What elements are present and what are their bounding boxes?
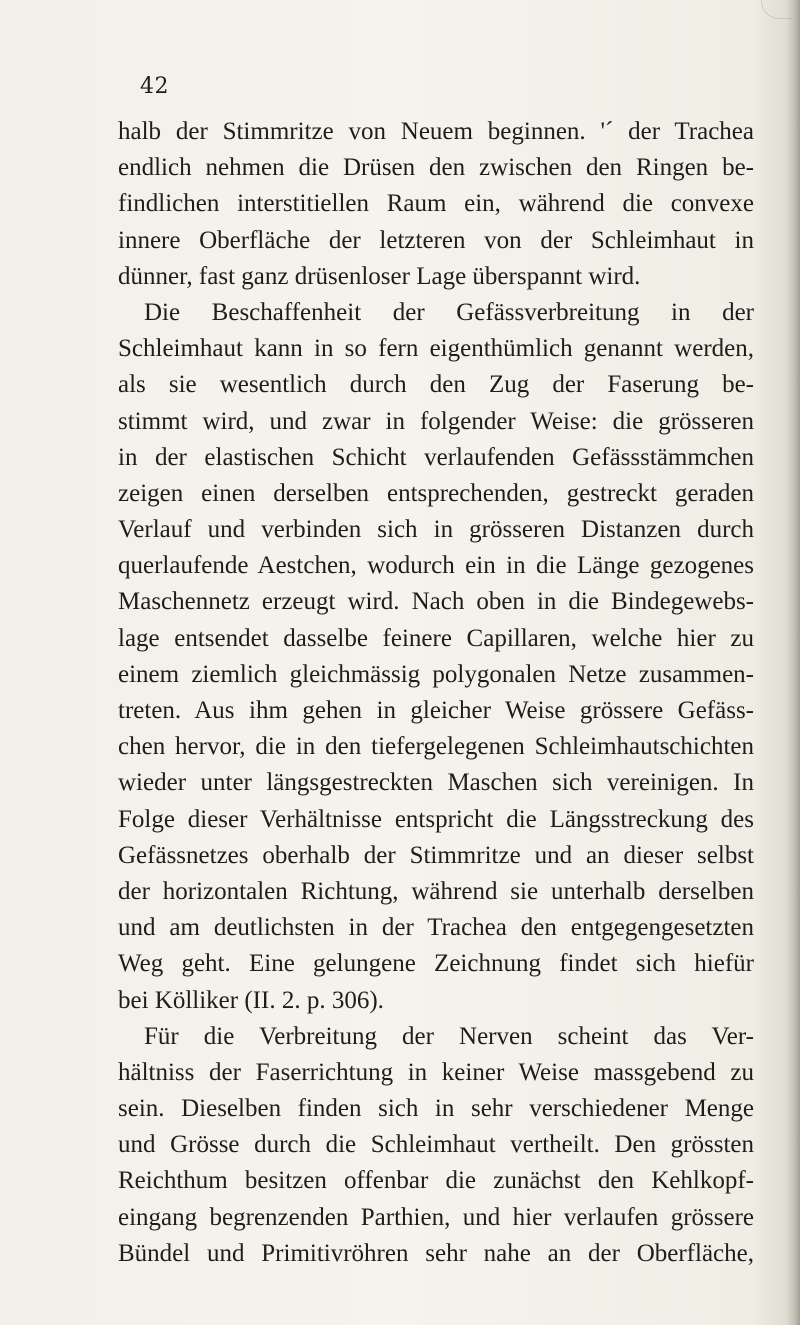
text-line: Schleimhaut kann in so fern eigenthümlich genannt werden, [118,335,754,363]
text-line: halb der Stimmritze von Neuem beginnen. '´ der Trachea [118,118,754,145]
text-line: als sie wesentlich durch den Zug der Faserung be- [118,371,754,399]
text-line: und Grösse durch die Schleimhaut vertheilt. Den grössten [118,1131,754,1159]
text-line: Verlauf und verbinden sich in grösseren Distanzen durch [118,516,754,544]
text-line: einem ziemlich gleichmässig polygonalen Netze zusammen- [118,660,754,688]
text-line: und am deutlichsten in der Trachea den entgegengesetzten [118,914,754,942]
text-line: Folge dieser Verhältnisse entspricht die Längsstreckung des [118,805,754,833]
text-line: dünner, fast ganz drüsenloser Lage überspannt wird. [118,262,641,290]
text-line: Bündel und Primitivröhren sehr nahe an der Oberfläche, [118,1239,754,1267]
text-line: Reichthum besitzen offenbar die zunächst den Kehlkopf- [118,1167,754,1195]
text-line: Die Beschaffenheit der Gefässverbreitung in der [144,298,754,326]
text-line: stimmt wird, und zwar in folgender Weise: die grösseren [118,407,754,435]
text-line: Für die Verbreitung der Nerven scheint das Ver- [144,1022,754,1050]
text-line: endlich nehmen die Drüsen den zwischen den Ringen be- [118,154,754,182]
text-line: hältniss der Faserrichtung in keiner Weise massgebend zu [118,1058,754,1086]
text-line: chen hervor, die in den tiefergelegenen Schleimhautschichten [118,733,754,761]
text-line: bei Kölliker (II. 2. p. 306). [118,986,384,1014]
text-line: findlichen interstitiellen Raum ein, während die convexe [118,190,754,218]
text-line: innere Oberfläche der letzteren von der Schleimhaut in [118,226,754,254]
text-line: eingang begrenzenden Parthien, und hier verlaufen grössere [118,1203,754,1231]
text-line: treten. Aus ihm gehen in gleicher Weise grössere Gefäss- [118,697,754,724]
text-line: sein. Dieselben finden sich in sehr verschiedener Menge [118,1095,754,1123]
text-line: wieder unter längsgestreckten Maschen sich vereinigen. In [118,769,754,797]
text-line: Maschennetz erzeugt wird. Nach oben in die Bindegewebs- [118,588,754,616]
text-line: in der elastischen Schicht verlaufenden Gefässstämmchen [118,443,754,471]
text-line: Gefässnetzes oberhalb der Stimmritze und an dieser selbst [118,841,754,869]
text-line: zeigen einen derselben entsprechenden, gestreckt geraden [118,479,754,507]
text-line: der horizontalen Richtung, während sie unterhalb derselben [118,877,754,905]
text-line: querlaufende Aestchen, wodurch ein in die Länge gezogenes [118,552,754,580]
body-text [118,114,754,1272]
text-line: lage entsendet dasselbe feinere Capillaren, welche hier zu [118,624,754,652]
text-line: Weg geht. Eine gelungene Zeichnung findet sich hiefür [118,950,754,978]
page-edge-shadow [786,0,800,1325]
page-number: 42 [140,74,169,99]
